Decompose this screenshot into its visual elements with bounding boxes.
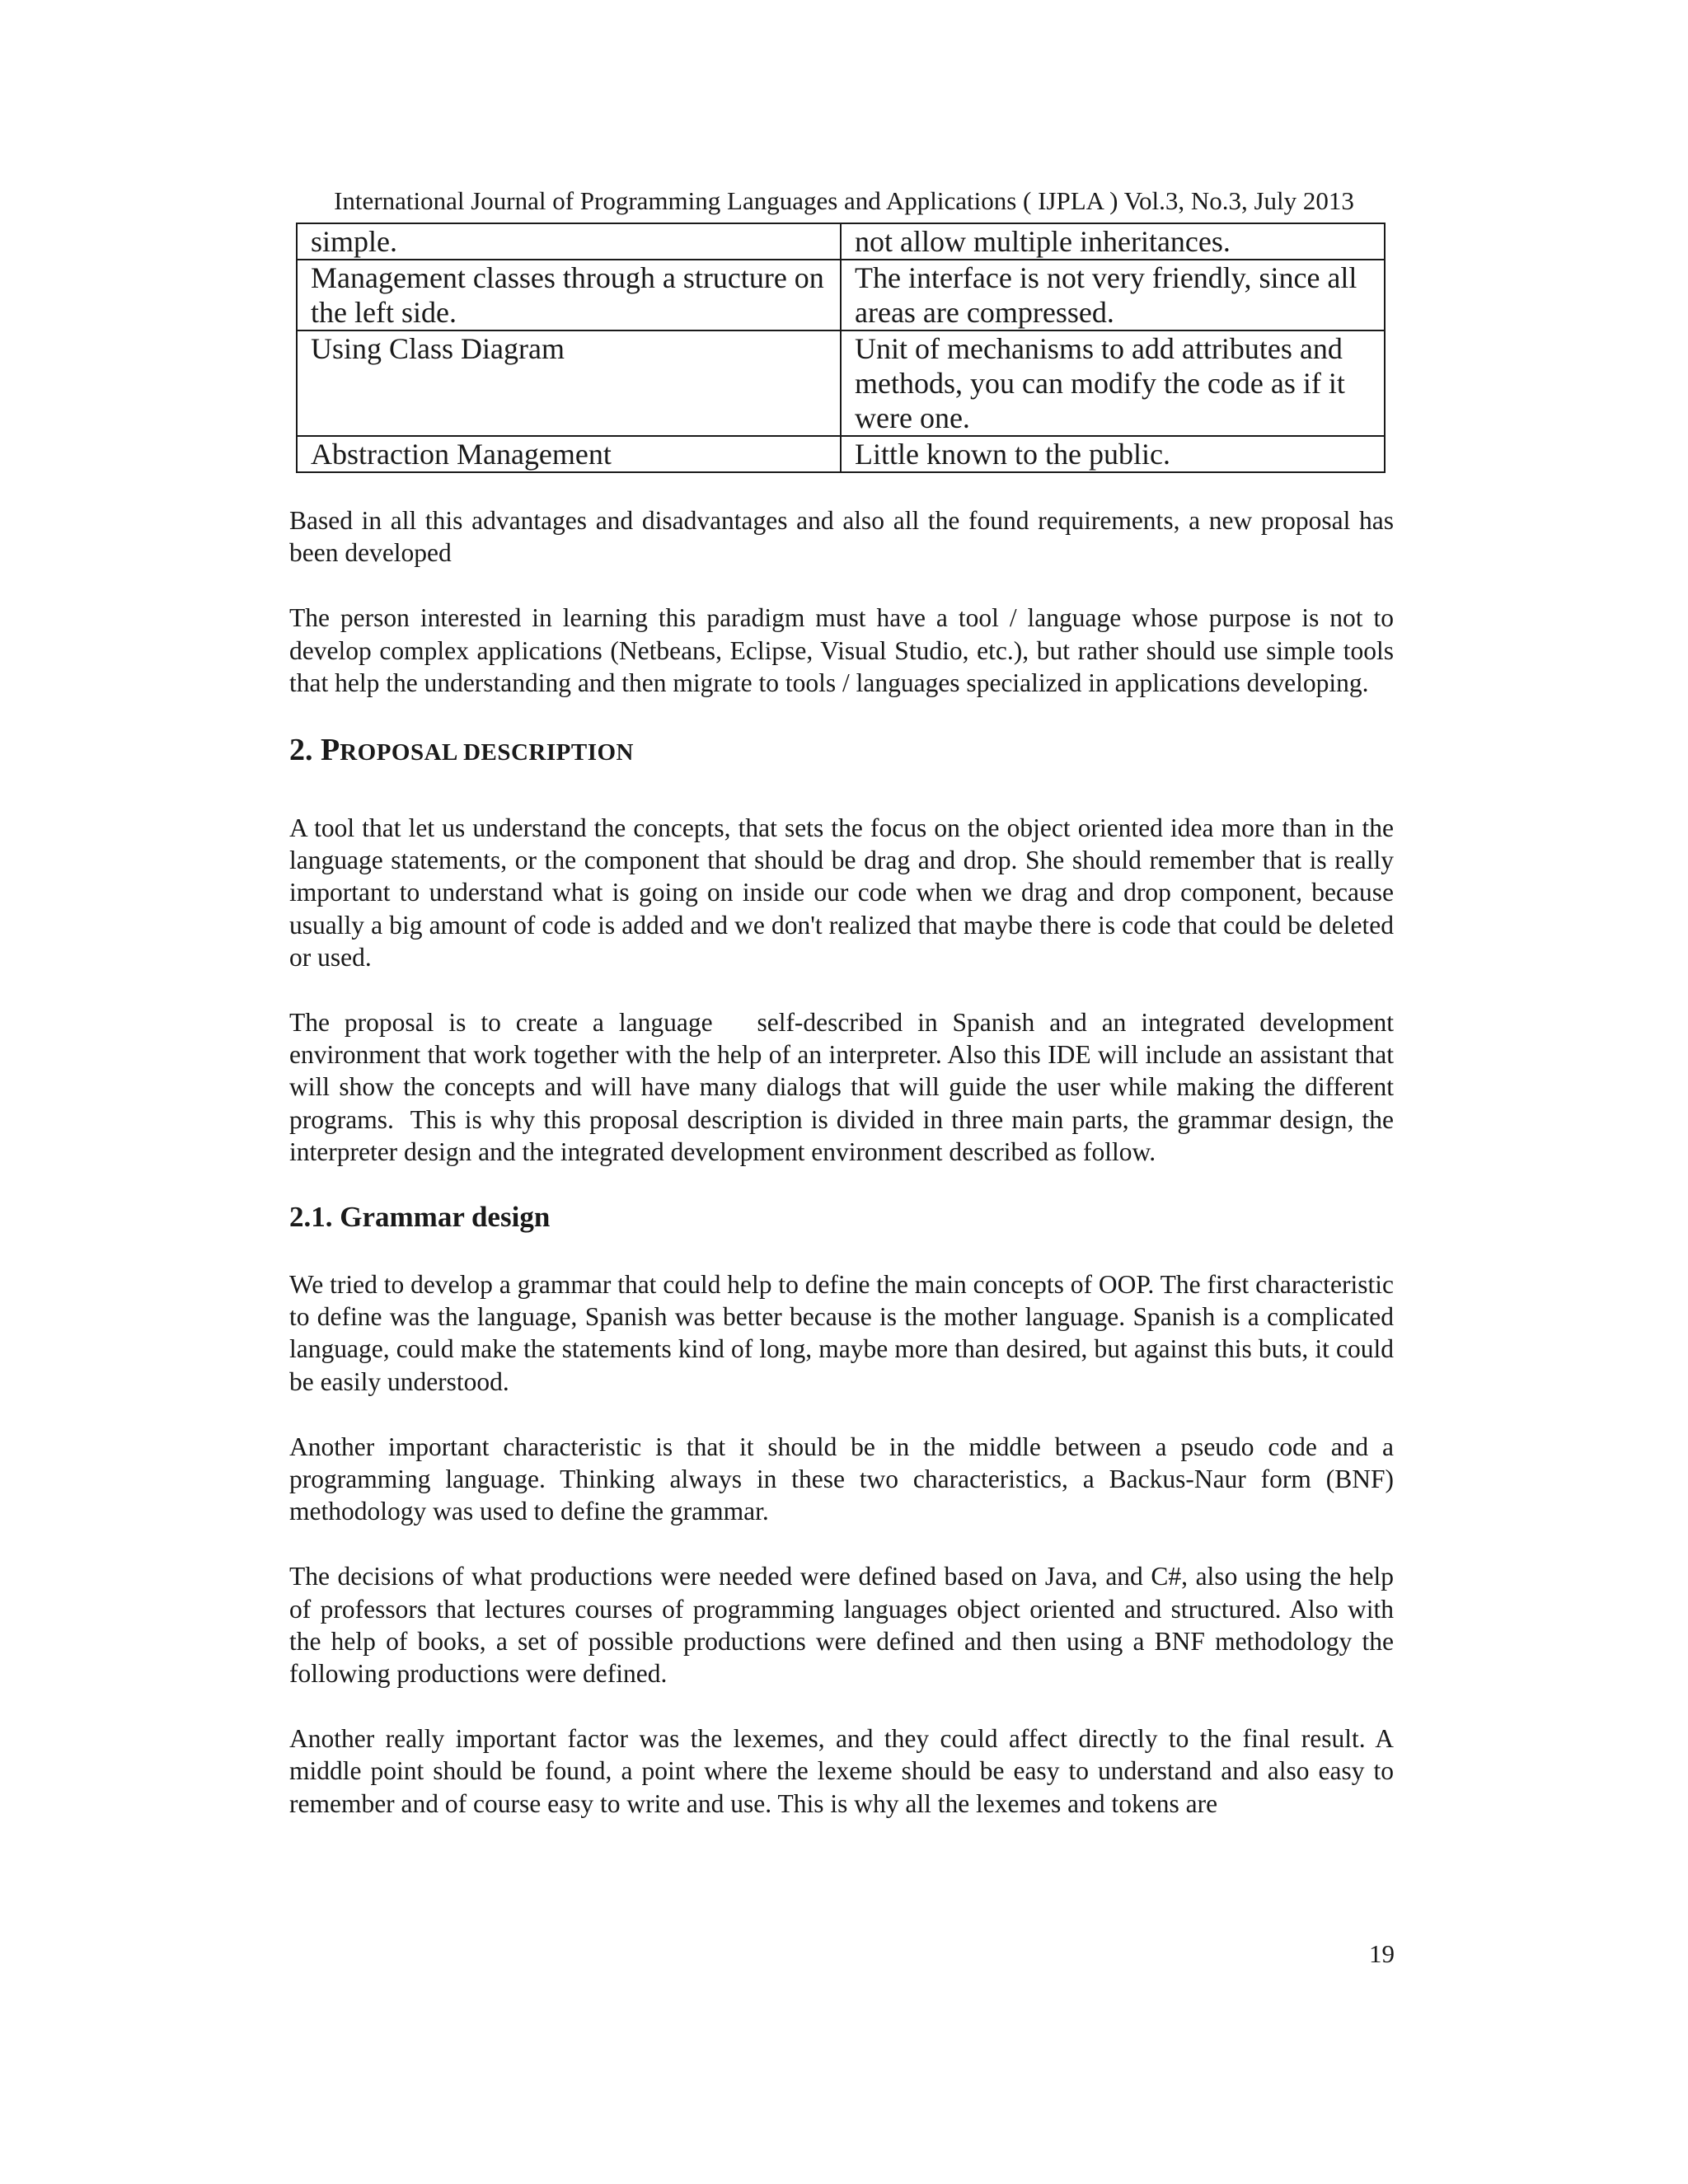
subsection-heading: 2.1. Grammar design: [289, 1201, 551, 1234]
table-row: [297, 260, 1385, 330]
section-title-smallcaps: ESCRIPTION: [481, 739, 635, 766]
section-title-smallcaps: ROPOSAL: [340, 739, 464, 766]
comparison-table: [296, 223, 1386, 473]
table-cell: Little known to the public.: [841, 436, 1385, 472]
paragraph: Another important characteristic is that it should be in the middle between a pseudo code and a programming language. Thinking always in these two characteristics, a Backus-Naur form (BNF) methodology was used to define the grammar.: [289, 1432, 1394, 1526]
table-cell: not allow multiple inheritances.: [841, 223, 1385, 260]
paragraph: The proposal is to create a language self-described in Spanish and an integrated development environment that work together with the help of an interpreter. Also this IDE will include an assistant that will show the concepts and will have many dialogs that will guide the user while making the different programs. This is why this proposal description is divided in three main parts, the grammar design, the interpreter design and the integrated development environment described as follow.: [289, 1008, 1400, 1166]
running-header: International Journal of Programming Languages and Applications ( IJPLA ) Vol.3, No.3, July 2013: [334, 186, 1354, 215]
table-cell: Management classes through a structure on the left side.: [297, 260, 841, 330]
body-text: [289, 504, 1400, 1853]
table-cell: Unit of mechanisms to add attributes and methods, you can modify the code as if it were one.: [841, 330, 1385, 436]
table-cell: The interface is not very friendly, since all areas are compressed.: [841, 260, 1385, 330]
table-row: [297, 330, 1385, 436]
paragraph: A tool that let us understand the concepts, that sets the focus on the object oriented idea more than in the language statements, or the component that should be drag and drop. She should remember that is really important to understand what is going on inside our code when we drag and drop component, because usually a big amount of code is added and we don't realized that maybe there is code that could be deleted or used.: [289, 813, 1394, 972]
paragraph: The decisions of what productions were needed were defined based on Java, and C#, also using the help of professors that lectures courses of programming languages object oriented and structured. Also with the help of books, a set of possible productions were defined and then using a BNF methodology the following productions were defined.: [289, 1562, 1394, 1689]
table-cell: simple.: [297, 223, 841, 260]
paragraph: Another really important factor was the lexemes, and they could affect directly to the final result. A middle point should be found, a point where the lexeme should be easy to understand and also easy to remember and of course easy to write and use. This is why all the lexemes and tokens are: [289, 1724, 1394, 1818]
table-cell: Using Class Diagram: [297, 330, 841, 436]
table-row: [297, 436, 1385, 472]
section-title-initial: P: [321, 733, 340, 768]
page-number: 19: [1369, 1939, 1395, 1968]
table-row: [297, 223, 1385, 260]
table-cell: Abstraction Management: [297, 436, 841, 472]
section-title-initial: D: [463, 739, 481, 766]
section-heading: [289, 732, 1394, 771]
paragraph: The person interested in learning this paradigm must have a tool / language whose purpose is not to develop complex applications (Netbeans, Eclipse, Visual Studio, etc.), but rather should use simple tools that help the understanding and then migrate to tools / languages specialized in applications developing.: [289, 603, 1394, 697]
section-number: 2.: [289, 733, 321, 768]
paragraph: Based in all this advantages and disadvantages and also all the found requirements, a new proposal has been developed: [289, 506, 1394, 568]
paragraph: We tried to develop a grammar that could help to define the main concepts of OOP. The first characteristic to define was the language, Spanish was better because is the mother language. Spanish is a complicated language, could make the statements kind of long, maybe more than desired, but against this buts, it could be easily understood.: [289, 1270, 1394, 1396]
